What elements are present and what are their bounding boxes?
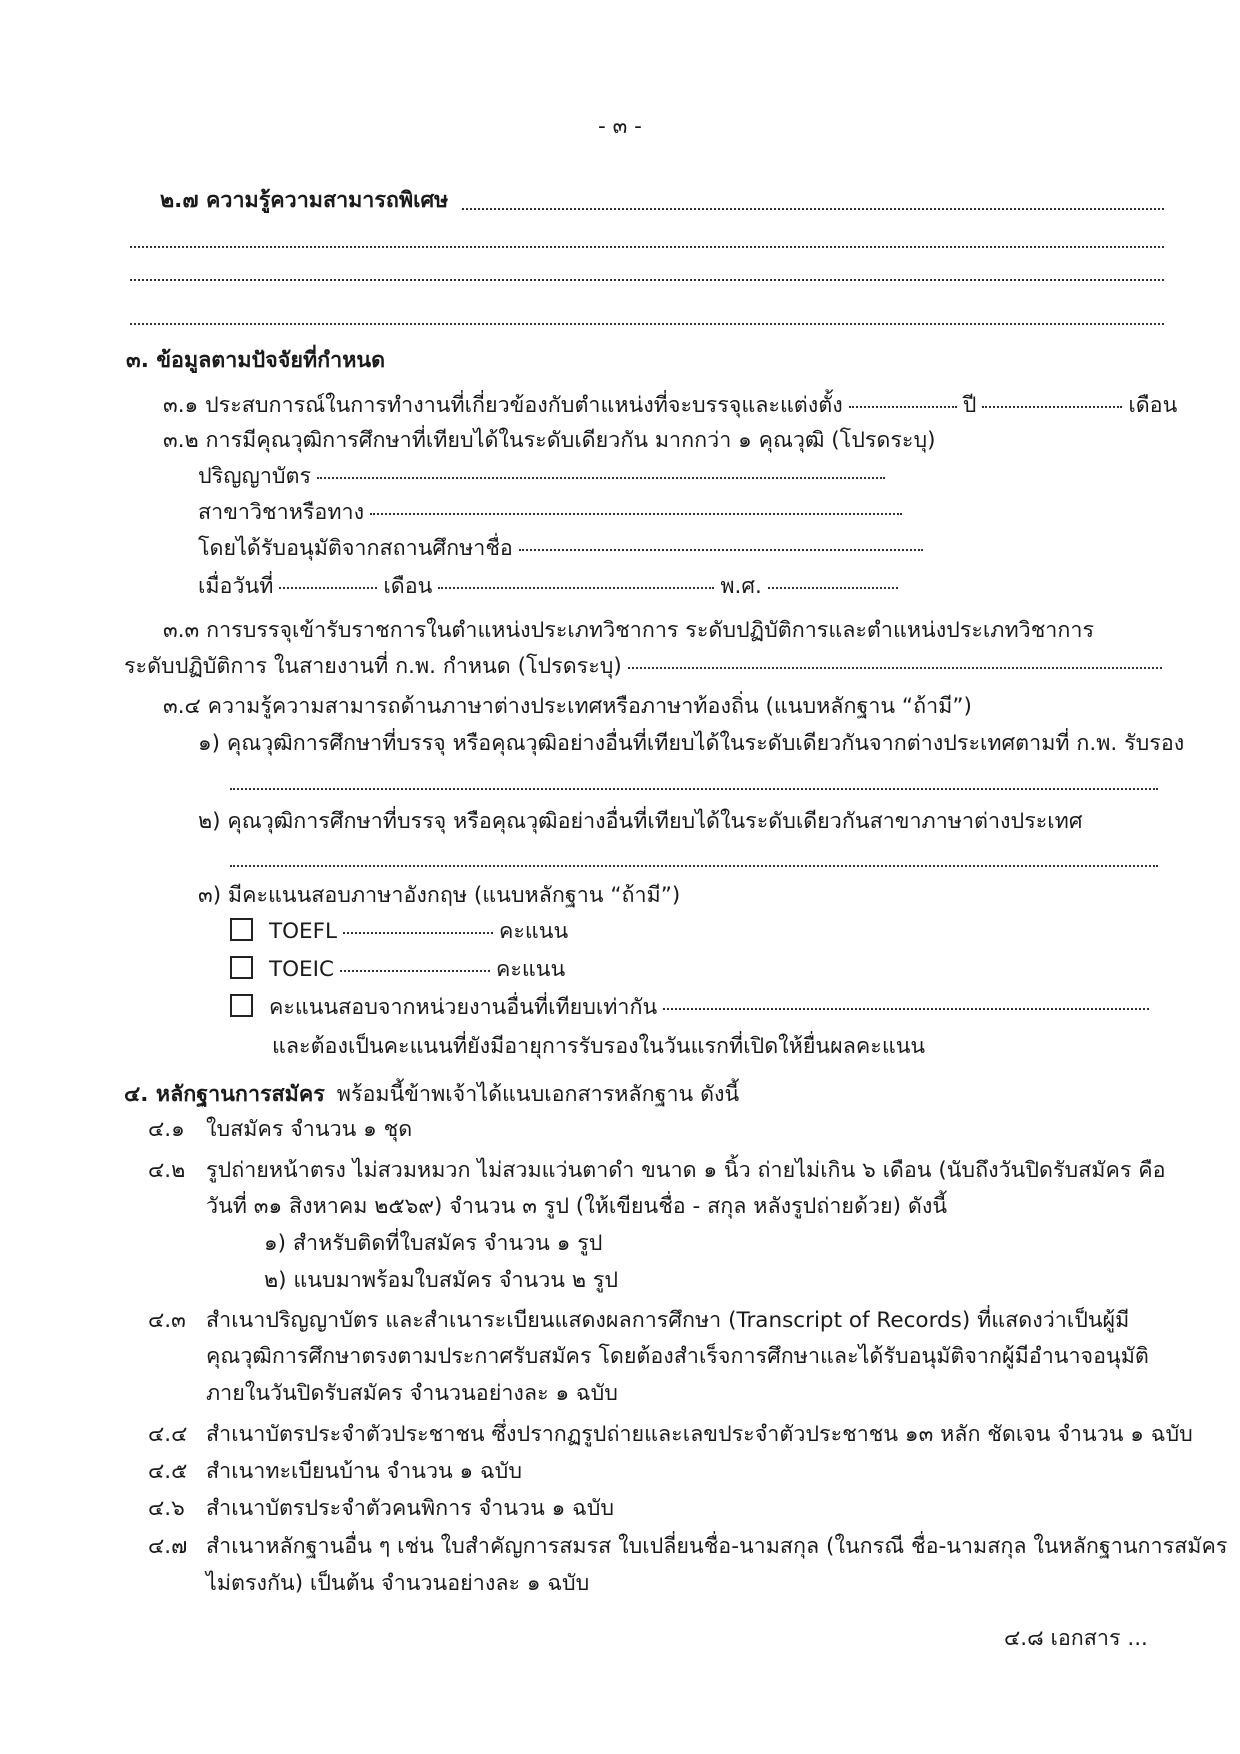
item-4-3-num: ๔.๓ (148, 1308, 186, 1333)
foreign-degree-field[interactable] (230, 788, 1158, 790)
item-4-5-num: ๔.๕ (148, 1459, 188, 1484)
toefl-checkbox[interactable] (230, 918, 253, 941)
item-3-2-text: ๓.๒ การมีคุณวุฒิการศึกษาที่เทียบได้ในระดับเดียวกัน มากกว่า ๑ คุณวุฒิ (โปรดระบุ) (163, 428, 936, 453)
score-validity-note: และต้องเป็นคะแนนที่ยังมีอายุการรับรองในวันแรกที่เปิดให้ยื่นผลคะแนน (272, 1034, 926, 1059)
item-4-2-num: ๔.๒ (148, 1158, 186, 1183)
day-field[interactable] (279, 587, 377, 589)
item-4-5-text: สำเนาทะเบียนบ้าน จำนวน ๑ ฉบับ (206, 1459, 522, 1484)
degree-label: ปริญญาบัตร (198, 464, 312, 489)
special-skills-field[interactable] (462, 208, 1164, 210)
item-4-1-text: ใบสมัคร จำนวน ๑ ชุด (206, 1117, 413, 1142)
item-4-3-line3: ภายในวันปิดรับสมัคร จำนวนอย่างละ ๑ ฉบับ (206, 1381, 618, 1406)
item-4-4-text: สำเนาบัตรประจำตัวประชาชน ซึ่งปรากฏรูปถ่ายและเลขประจำตัวประชาชน ๑๓ หลัก ชัดเจน จำนวน ๑ ฉบับ (206, 1422, 1193, 1447)
toeic-row (230, 953, 565, 985)
item-3-2-date (198, 572, 904, 602)
date-month-label: เดือน (383, 574, 433, 599)
toeic-score-field[interactable] (340, 970, 490, 972)
experience-years-field[interactable] (849, 406, 957, 408)
months-label: เดือน (1128, 393, 1178, 418)
other-score-row (230, 991, 1155, 1023)
other-score-checkbox[interactable] (230, 994, 253, 1017)
toeic-label: TOEIC (269, 957, 334, 982)
years-label: ปี (962, 393, 977, 418)
major-field[interactable] (370, 513, 902, 515)
page-number: - ๓ - (598, 114, 642, 139)
language-degree-field[interactable] (230, 865, 1158, 867)
section-3-heading: ๓. ข้อมูลตามปัจจัยที่กำหนด (126, 348, 386, 373)
institution-field[interactable] (519, 549, 923, 551)
item-3-4-sub2: ๒) คุณวุฒิการศึกษาที่บรรจุ หรือคุณวุฒิอย่างอื่นที่เทียบได้ในระดับเดียวกันสาขาภาษาต่างประเทศ (198, 809, 1083, 834)
item-3-4-text: ๓.๔ ความรู้ความสามารถด้านภาษาต่างประเทศหรือภาษาท้องถิ่น (แนบหลักฐาน “ถ้ามี”) (163, 694, 972, 719)
item-4-2-line1: รูปถ่ายหน้าตรง ไม่สวมหมวก ไม่สวมแว่นตาดำ ขนาด ๑ นิ้ว ถ่ายไม่เกิน ๖ เดือน (นับถึงวันปิดรับสมัคร คือ (206, 1158, 1166, 1183)
item-3-3-line2 (124, 652, 1168, 682)
special-skills-line-4[interactable] (130, 323, 1164, 325)
career-line-field[interactable] (628, 667, 1162, 669)
item-4-6-text: สำเนาบัตรประจำตัวคนพิการ จำนวน ๑ ฉบับ (206, 1496, 615, 1521)
experience-months-field[interactable] (982, 406, 1122, 408)
item-3-2-institution (198, 534, 929, 564)
item-4-3-line1: สำเนาปริญญาบัตร และสำเนาระเบียนแสดงผลการศึกษา (Transcript of Records) ที่แสดงว่าเป็นผู้มี (206, 1308, 1130, 1333)
item-4-2-line2: วันที่ ๓๑ สิงหาคม ๒๕๖๙) จำนวน ๓ รูป (ให้เขียนชื่อ - สกุล หลังรูปถ่ายด้วย) ดังนี้ (206, 1194, 948, 1219)
item-3-1-text: ๓.๑ ประสบการณ์ในการทำงานที่เกี่ยวข้องกับตำแหน่งที่จะบรรจุและแต่งตั้ง (163, 393, 843, 418)
item-3-3-line2-text: ระดับปฏิบัติการ ในสายงานที่ ก.พ. กำหนด (โปรดระบุ) (124, 654, 622, 679)
month-field[interactable] (438, 587, 714, 589)
toefl-score-field[interactable] (343, 932, 493, 934)
section-2-7-heading: ๒.๗ ความรู้ความสามารถพิเศษ (160, 188, 449, 213)
other-score-field[interactable] (663, 1008, 1149, 1010)
item-4-4-num: ๔.๔ (148, 1422, 188, 1447)
institution-label: โดยได้รับอนุมัติจากสถานศึกษาชื่อ (198, 536, 513, 561)
item-3-4-sub1: ๑) คุณวุฒิการศึกษาที่บรรจุ หรือคุณวุฒิอย่างอื่นที่เทียบได้ในระดับเดียวกันจากต่างประเทศตามที่ ก.พ. รับรอง (198, 731, 1185, 756)
toeic-checkbox[interactable] (230, 956, 253, 979)
toefl-label: TOEFL (269, 919, 337, 944)
item-3-2-major (198, 498, 908, 528)
item-3-2-degree (198, 462, 891, 492)
other-score-label: คะแนนสอบจากหน่วยงานอื่นที่เทียบเท่ากัน (269, 995, 658, 1020)
toeic-score-label: คะแนน (496, 957, 566, 982)
item-3-1 (163, 391, 1177, 421)
item-4-7-line2: ไม่ตรงกัน) เป็นต้น จำนวนอย่างละ ๑ ฉบับ (206, 1571, 590, 1596)
special-skills-line-3[interactable] (130, 279, 1164, 281)
date-label: เมื่อวันที่ (198, 574, 274, 599)
item-4-3-line2: คุณวุฒิการศึกษาตรงตามประกาศรับสมัคร โดยต้องสำเร็จการศึกษาและได้รับอนุมัติจากผู้มีอำนาจอนุมัติ (206, 1344, 1149, 1369)
item-4-1-num: ๔.๑ (148, 1117, 185, 1142)
special-skills-line-2[interactable] (130, 246, 1164, 248)
section-4-heading: ๔. หลักฐานการสมัคร (124, 1082, 325, 1107)
item-3-4-sub3: ๓) มีคะแนนสอบภาษาอังกฤษ (แนบหลักฐาน “ถ้ามี”) (198, 883, 681, 908)
section-4-heading-tail: พร้อมนี้ข้าพเจ้าได้แนบเอกสารหลักฐาน ดังนี้ (336, 1082, 740, 1107)
item-4-2-sub1: ๑) สำหรับติดที่ใบสมัคร จำนวน ๑ รูป (264, 1231, 603, 1256)
toefl-score-label: คะแนน (499, 919, 569, 944)
item-3-3-line1: ๓.๓ การบรรจุเข้ารับราชการในตำแหน่งประเภทวิชาการ ระดับปฏิบัติการและตำแหน่งประเภทวิชาการ (163, 618, 1094, 643)
item-4-6-num: ๔.๖ (148, 1496, 185, 1521)
year-be-field[interactable] (768, 587, 898, 589)
item-4-7-num: ๔.๗ (148, 1534, 188, 1559)
degree-field[interactable] (317, 477, 885, 479)
item-4-2-sub2: ๒) แนบมาพร้อมใบสมัคร จำนวน ๒ รูป (264, 1268, 619, 1293)
item-4-7-line1: สำเนาหลักฐานอื่น ๆ เช่น ใบสำคัญการสมรส ใบเปลี่ยนชื่อ-นามสกุล (ในกรณี ชื่อ-นามสกุล ในหลักฐานการสมัคร (206, 1534, 1228, 1559)
section-4-heading-row (124, 1080, 739, 1110)
be-label: พ.ศ. (720, 574, 762, 599)
major-label: สาขาวิชาหรือทาง (198, 500, 365, 525)
toefl-row (230, 915, 568, 947)
page-continuation: ๔.๘ เอกสาร ... (1004, 1626, 1148, 1651)
